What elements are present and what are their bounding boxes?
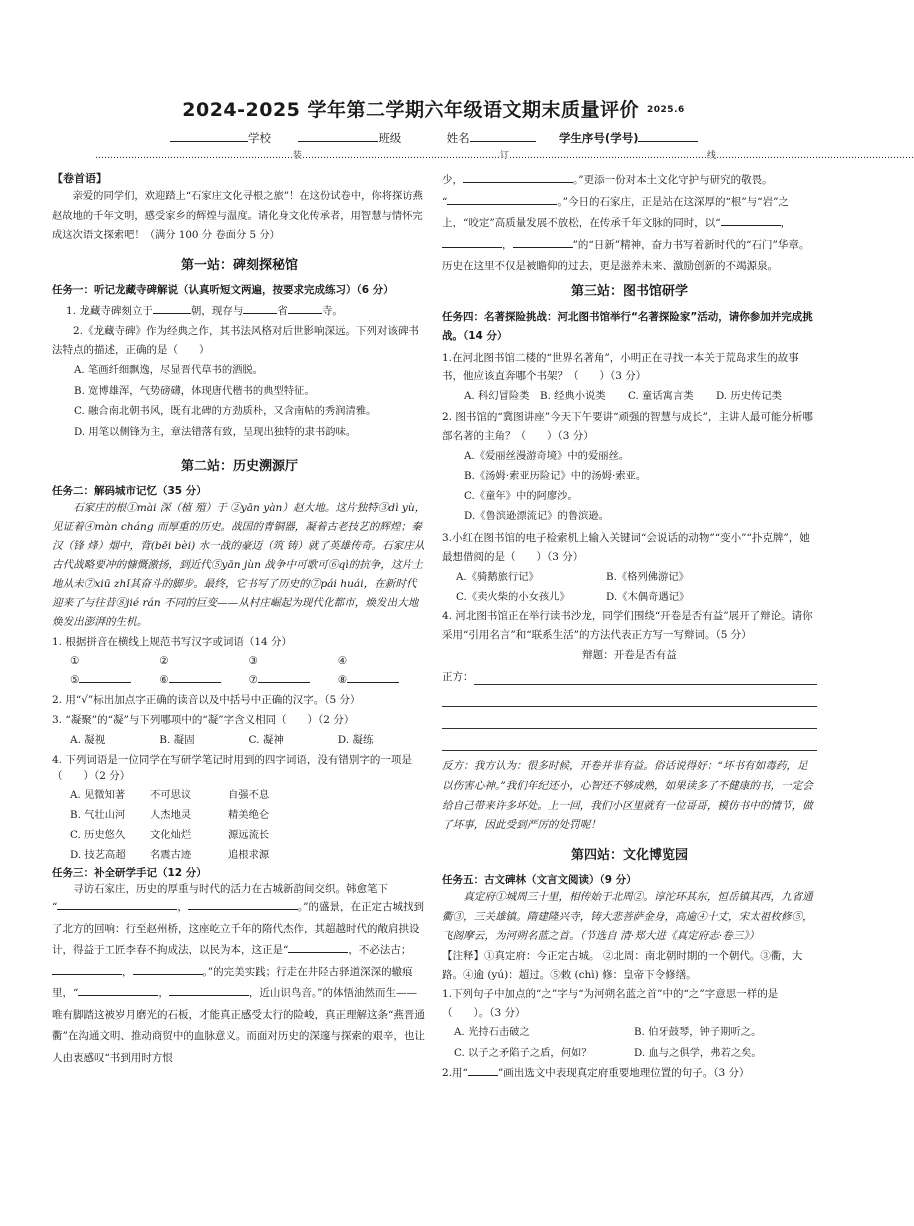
blank-5[interactable] — [70, 671, 159, 688]
t2-q3-options — [52, 732, 427, 748]
t2-q3-option-b[interactable]: B. 凝固 — [159, 733, 195, 746]
pro-answer-field-1[interactable] — [474, 663, 818, 685]
t4-q3-option-c[interactable]: C.《卖火柴的小女孩儿》 — [456, 591, 570, 604]
pro-answer-field-3[interactable] — [442, 707, 817, 729]
t5-q1-option-b[interactable]: B. 伯牙鼓琴，钟子期听之。 — [634, 1026, 762, 1039]
t3-blank5[interactable] — [133, 963, 203, 975]
station2-title: 第二站：历史溯源厅 — [180, 458, 298, 474]
t1-q2-options — [52, 360, 427, 442]
blank-7-line[interactable] — [258, 671, 310, 683]
t3-p4-a: “ — [442, 195, 448, 208]
blank-1[interactable]: ① — [70, 654, 80, 667]
blank-4[interactable]: ④ — [337, 654, 348, 667]
t2-q1-row2 — [52, 671, 427, 688]
t1-q1-blank1[interactable] — [153, 302, 191, 314]
t4-q2-option-d[interactable]: D.《鲁滨逊漂流记》的鲁滨逊。 — [464, 510, 610, 523]
task1-title: 任务一：听记龙藏寺碑解说（认真听短文两遍，按要求完成练习）（6 分） — [52, 283, 394, 296]
t4-q2: 2. 图书馆的“冀图讲座”今天下午要讲“顽强的智慧与成长”，主讲人最可能分析哪部名著的主角？（ ）（3 分） — [442, 411, 813, 443]
t3-p2 — [52, 897, 427, 1069]
t2-q3-option-c[interactable]: C. 凝神 — [248, 733, 284, 746]
student-no-label: 学生序号(学号) — [558, 131, 639, 145]
t3-p2-h: ，近山识鸟音。”的体悟油然而生——唯有脚踏这被岁月磨光的石板，才能真正感受太行的险峻，真正理解这条“燕晋通衢”在沟通文明、推动商贸中的血脉意义。而面对历史的深邃与探索的艰辛，也让人由衷感叹“书到用时方恨 — [52, 987, 425, 1064]
t3-blank3[interactable] — [288, 941, 348, 953]
t2-q3: 3. “凝聚”的“凝”与下列哪项中的“凝”字含义相同（ ）（2 分） — [52, 714, 355, 727]
t3-blank9[interactable] — [447, 193, 557, 205]
t5-q2-mark — [468, 1064, 498, 1076]
t3-p1: 寻访石家庄，历史的厚重与时代的活力在古城新韵间交织。韩愈笔下 — [73, 883, 388, 896]
t4-q2-option-b[interactable]: B.《汤姆·索亚历险记》中的汤姆·索亚。 — [464, 470, 647, 483]
intro-title: 【卷首语】 — [52, 172, 107, 185]
t5-q1-option-a[interactable]: A. 光持石击破之 — [454, 1026, 530, 1039]
t4-q1-option-c[interactable]: C. 童话寓言类 — [628, 390, 694, 403]
t2-q4-option-d[interactable] — [70, 845, 427, 865]
t3-p3-a: 少， — [442, 174, 463, 186]
student-no-field[interactable] — [638, 130, 698, 142]
t4-q1-options — [442, 389, 817, 405]
t2-q2: 2. 用“√”标出加点字正确的读音以及中括号中正确的汉字。（5 分） — [52, 694, 361, 707]
t5-passage: 真定府①城周三十里，相传始于北周②。谆沱环其东，恒岳镇其西，九省通衢③，三关雄镇。隋建隆兴寺，铸大悲菩萨金身，高逾④十丈，宋太祖枚修⑤，飞阁摩云，为河朔名蓝之首。（节选自 清·郑大进《真定府志·卷三》） — [442, 891, 813, 943]
t3-p2-b: ， — [177, 901, 188, 914]
t2-q1-row1 — [52, 653, 427, 669]
class-field[interactable] — [298, 130, 378, 142]
t3-blank10[interactable] — [721, 214, 781, 226]
pro-label: 正方： — [442, 671, 474, 684]
pro-answer-field-4[interactable] — [442, 729, 817, 751]
t1-q2-option-a[interactable]: A. 笔画纤细飘逸，尽显晋代草书的洒脱。 — [74, 364, 264, 377]
t2-q4-b2: 人杰地灵 — [150, 808, 192, 821]
t3-blank8[interactable] — [463, 171, 573, 183]
blank-2[interactable]: ② — [159, 654, 169, 667]
school-label: 学校 — [248, 131, 271, 145]
t5-q2-b: ”画出选文中表现真定府重要地理位置的句子。（3 分） — [497, 1066, 750, 1079]
blank-6[interactable] — [159, 671, 248, 688]
t4-q3-option-d[interactable]: D.《木偶奇遇记》 — [606, 591, 690, 604]
task5-title: 任务五：古文碑林（文言文阅读）（9 分） — [442, 873, 637, 886]
t2-q4-c2: 文化灿烂 — [150, 828, 192, 841]
t4-q3-options — [442, 567, 817, 607]
t5-q1-options — [442, 1022, 817, 1063]
t5-q1-option-c[interactable]: C. 以子之矛陷子之盾，何如？ — [454, 1047, 592, 1060]
t2-q3-option-d[interactable]: D. 凝练 — [337, 733, 374, 746]
t2-q4-c1: C. 历史悠久 — [70, 828, 126, 841]
exam-date: 2025.6 — [647, 104, 685, 115]
blank-5-line[interactable] — [79, 671, 131, 683]
t2-q4-a3: 自强不息 — [228, 788, 270, 801]
t2-passage: 石家庄的根①mài 深（植 殖）于 ②yān yàn）赵大地。这片独特③dì yù，见证着④màn cháng 而厚重的历史。战国的青铜器，凝着古老技艺的辉煌；秦汉（锋 烽）烟中，背(bēi bèi) 水一战的豪迈（筑 铸）就了英雄传奇。石家庄从古代战略要冲的慷慨激扬，到近代⑤yān jùn 战争中可歌可⑥qì的抗争，这片土地从未⑦xiū zhǐ其奋斗的脚步。最终，它书写了历史的⑦pái huái，在新时代迎来了与往昔⑧jié rán 不同的巨变——从村庄崛起为现代化都市，焕发出大地焕发出澎湃的生机。 — [52, 501, 426, 629]
t2-q4-option-b[interactable] — [70, 805, 427, 825]
task4-title: 任务四：名著探险挑战：河北图书馆举行“名著探险家”活动，请你参加并完成挑战。（14 分） — [442, 310, 813, 342]
t1-q1-blank2[interactable] — [243, 302, 277, 314]
t1-q1-a: 1. 龙藏寺碑刻立于 — [66, 305, 153, 318]
t4-q3-option-b[interactable]: B.《格列佛游记》 — [606, 571, 689, 584]
blank-8-line[interactable] — [347, 671, 399, 683]
station4-title: 第四站：文化博览园 — [570, 847, 688, 863]
t2-q4-option-c[interactable] — [70, 825, 427, 845]
t3-p4-c: ， — [780, 217, 792, 230]
t4-q2-option-a[interactable]: A.《爱丽丝漫游奇境》中的爱丽丝。 — [464, 450, 630, 463]
blank-7[interactable] — [249, 671, 338, 688]
student-info-row — [170, 130, 698, 148]
t3-p4-b: 。”今日的石家庄，正是站在这深厚的“根”与“岩”之上，“咬定”高质量发展不放松，在传承千年文脉的同时，以“ — [442, 195, 789, 230]
t3-blank12[interactable] — [513, 236, 573, 248]
task2-title: 任务二：解码城市记忆（35 分） — [52, 484, 207, 497]
t5-q1: 1.下列句子中加点的“之”字与“为河朔名蓝之首”中的“之”字意思一样的是（ ）。（3 分） — [442, 987, 779, 1019]
t3-blank11[interactable] — [442, 236, 502, 248]
t2-q4-b1: B. 气壮山河 — [70, 808, 126, 821]
binding-line: …………………………………………………………装…………………………………………………………订…………………………………………………………线………………………………………………………… — [95, 151, 914, 161]
t5-notes: 【注释】①真定府：今正定古城。 ②北周：南北朝时期的一个朝代。③衢，大路。④逾 (yú)：超过。⑤敕 (chì) 修：皇帝下令修缮。 — [442, 949, 803, 981]
class-label: 班级 — [378, 131, 402, 145]
task3-title: 任务三：补全研学手记（12 分） — [52, 866, 207, 879]
t2-q4-d2: 名震古迹 — [150, 848, 192, 861]
t3-p2-e: ， — [122, 965, 133, 978]
right-column — [442, 170, 817, 1081]
t3-blank4[interactable] — [52, 963, 122, 975]
t3-p4-e: ”的“日新”精神，奋力书写着新时代的“石门”华章。历史在这里不仅是被瞻仰的过去，更是滋养未来、激励创新的不竭源泉。 — [442, 238, 810, 273]
t3-p4-d: ， — [502, 238, 513, 251]
t4-q2-options — [442, 446, 817, 526]
t2-q1: 1. 根据拼音在横线上规范书写汉字或词语（14 分） — [52, 636, 293, 649]
blank-7-num: ⑦ — [248, 673, 258, 686]
t3-p3 — [442, 170, 817, 192]
t2-q4-d3: 追根求源 — [228, 848, 270, 861]
blank-6-num: ⑥ — [159, 673, 169, 686]
t2-q4-a2: 不可思议 — [150, 788, 192, 801]
con-argument: 反方：我方认为：很多时候，开卷并非有益。俗话说得好：“坏书有如毒药，足以伤害心神。”我们年纪还小，心智还不够成熟，如果读多了不健康的书，一定会给自己带来许多坏处。上一回，我们小区里就有一位哥哥，模仿书中的情节，做了坏事，因此受到严厉的处罚呢！ — [442, 760, 813, 832]
blank-6-line[interactable] — [169, 671, 221, 683]
t1-q2: 2.《龙藏寺碑》作为经典之作，其书法风格对后世影响深远。下列对该碑书法特点的描述，正确的是（ ） — [52, 325, 420, 357]
t4-q1-option-d[interactable]: D. 历史传记类 — [716, 390, 782, 403]
intro-text: 亲爱的同学们，欢迎踏上“石家庄文化寻根之旅”！在这份试卷中，你将探访燕赵故地的千年文明，感受家乡的辉煌与温度。请化身文化传承者，用智慧与情怀完成这次语文探索吧！（满分 100 分 卷面分 5 分） — [52, 190, 423, 242]
t2-q4-c3: 源远流长 — [228, 828, 270, 841]
t2-q4: 4. 下列词语是一位同学在写研学笔记时用到的四字词语，没有错别字的一项是（ ）（2 分） — [52, 754, 412, 783]
t4-q1-option-b[interactable]: B. 经典小说类 — [540, 390, 606, 403]
station3-title: 第三站：图书馆研学 — [570, 283, 688, 299]
t4-q1: 1.在河北图书馆二楼的“世界名著角”，小明正在寻找一本关于荒岛求生的故事书，他应该直奔哪个书架？（ ）（3 分） — [442, 351, 799, 383]
title-text: 2024-2025 学年第二学期六年级语文期末质量评价 — [182, 99, 640, 121]
t5-q1-option-d[interactable]: D. 血与之俱学，弗若之矣。 — [634, 1047, 762, 1060]
t3-blank2[interactable] — [188, 898, 298, 910]
t2-q4-option-a[interactable] — [70, 785, 427, 805]
t4-q1-option-a[interactable]: A. 科幻冒险类 — [464, 390, 530, 403]
blank-3[interactable]: ③ — [248, 654, 258, 667]
t4-q4: 4. 河北图书馆正在举行读书沙龙，同学们围绕“开卷是否有益”展开了辩论。请你采用“引用名言”和“联系生活”的方法代表正方写一写辩词。（5 分） — [442, 610, 813, 642]
t2-q3-option-a[interactable]: A. 凝视 — [70, 733, 106, 746]
t3-p3-b: 。”更添一份对本土文化守护与研究的敬畏。 — [573, 174, 773, 186]
t1-q1-blank3[interactable] — [288, 302, 322, 314]
blank-8[interactable] — [338, 671, 427, 688]
t3-blank6[interactable] — [78, 984, 158, 996]
t3-p4 — [442, 192, 817, 278]
t1-q1 — [52, 302, 427, 319]
t1-q1-b: 朝，现存与 — [190, 305, 244, 318]
school-field[interactable] — [170, 130, 248, 142]
blank-8-num: ⑧ — [337, 673, 348, 686]
t3-blank1[interactable] — [57, 898, 177, 910]
t1-q2-option-d[interactable]: D. 用笔以侧锋为主，章法错落有致，呈现出独特的隶书韵味。 — [74, 425, 357, 438]
t5-q2 — [442, 1064, 817, 1081]
t3-blank7[interactable] — [169, 984, 249, 996]
t1-q2-option-b[interactable]: B. 宽博雄浑，气势磅礴，体现唐代楷书的典型特征。 — [74, 384, 315, 397]
debate-title: 辩题：开卷是否有益 — [582, 649, 677, 662]
t2-q4-a1: A. 见微知著 — [70, 788, 126, 801]
t3-p2-d: ，不必法古； — [348, 944, 412, 957]
t3-p2-a: “ — [52, 901, 58, 914]
left-column — [52, 170, 427, 1070]
pro-answer-field-2[interactable] — [442, 685, 817, 707]
t4-q3: 3.小红在图书馆的电子检索机上输入关键词“会说话的动物”“变小”“扑克牌”，她最想借阅的是（ ）（3 分） — [442, 532, 810, 564]
t1-q2-option-c[interactable]: C. 融合南北朝书风，既有北碑的方劲质朴，又含南帖的秀润清雅。 — [74, 405, 377, 418]
t1-q1-d: 寺。 — [321, 305, 343, 318]
name-label: 姓名 — [446, 131, 470, 145]
exam-title — [0, 96, 867, 125]
t5-q2-a: 2.用“ — [442, 1066, 468, 1079]
t2-q4-options — [52, 785, 427, 865]
t4-q2-option-c[interactable]: C.《童年》中的阿廖沙。 — [464, 490, 578, 503]
name-field[interactable] — [470, 130, 536, 142]
t2-q4-b3: 精美绝仑 — [228, 808, 270, 821]
t3-p2-f: 。”的完美实践；行走在井陉古驿道深深的辙痕里，“ — [52, 965, 413, 1000]
t2-q4-d1: D. 技艺高超 — [70, 848, 126, 861]
t1-q1-c: 省 — [277, 305, 288, 318]
t3-p2-g: ， — [158, 987, 169, 1000]
t4-q3-option-a[interactable]: A.《骑鹅旅行记》 — [456, 571, 539, 584]
pro-answer-line-1 — [442, 663, 817, 685]
blank-5-num: ⑤ — [70, 673, 80, 686]
station1-title: 第一站：碑刻探秘馆 — [180, 257, 298, 273]
t3-p2-c: 。”的盛景，在正定古城找到了北方的回响：行至赵州桥，这座屹立千年的隋代杰作，其超越时代的敞肩拱设计，得益于工匠李春不拘成法，以民为本，这正是“ — [52, 901, 424, 957]
